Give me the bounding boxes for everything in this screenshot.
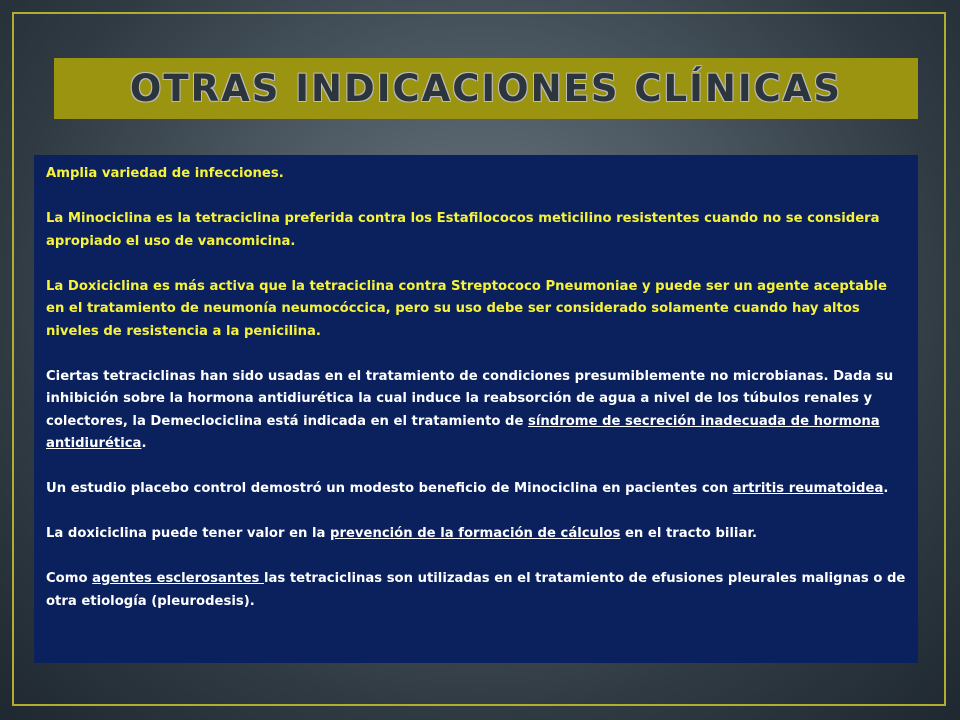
- link-prevencion-calculos[interactable]: prevención de la formación de cálculos: [330, 526, 621, 541]
- paragraph-text: Un estudio placebo control demostró un modesto beneficio de Minociclina en pacientes con: [46, 481, 733, 496]
- paragraph-text: Ciertas tetraciclinas han sido usadas en el tratamiento de condiciones presumiblemente no microbianas. Dada su inhibición sobre la hormona antidiurética la cual induce la reabsorción de agua a nivel de los túbulos renales y colectores, la Demeclociclina está indicada en el tratamiento de: [46, 368, 894, 429]
- paragraph-placebo-study: [46, 478, 906, 501]
- slide-title: OTRAS INDICACIONES CLÍNICAS: [129, 67, 843, 110]
- paragraph-gallstones: [46, 523, 906, 546]
- content-box: [34, 155, 918, 663]
- paragraph-sclerosing: [46, 568, 906, 613]
- paragraph-non-microbial: [46, 366, 906, 456]
- paragraph-text: en el tracto biliar.: [620, 526, 757, 541]
- paragraph-infections: Amplia variedad de infecciones.: [46, 166, 284, 181]
- title-bar: [54, 58, 918, 119]
- paragraph-text: .: [141, 436, 147, 451]
- paragraph-text: las tetraciclinas son utilizadas en el tratamiento de efusiones pleurales malignas o de otra etiología (pleurodesis).: [46, 571, 906, 609]
- link-agentes-esclerosantes[interactable]: agentes esclerosantes: [92, 571, 264, 586]
- paragraph-minociclina: La Minociclina es la tetraciclina preferida contra los Estafilococos meticilino resistentes cuando no se considera apropiado el uso de vancomicina.: [46, 211, 880, 249]
- link-artritis-reumatoidea[interactable]: artritis reumatoidea: [732, 481, 884, 496]
- paragraph-text: La doxiciclina puede tener valor en la: [46, 526, 331, 541]
- paragraph-doxiciclina: La Doxiciclina es más activa que la tetraciclina contra Streptococo Pneumoniae y puede ser un agente aceptable en el tratamiento de neumonía neumocóccica, pero su uso debe ser considerado solamente cuando hay altos niveles de resistencia a la penicilina.: [46, 278, 887, 339]
- paragraph-text: Como: [46, 571, 93, 586]
- link-siadh[interactable]: síndrome de secreción inadecuada de hormona antidiurética: [46, 413, 880, 451]
- paragraph-text: .: [883, 481, 889, 496]
